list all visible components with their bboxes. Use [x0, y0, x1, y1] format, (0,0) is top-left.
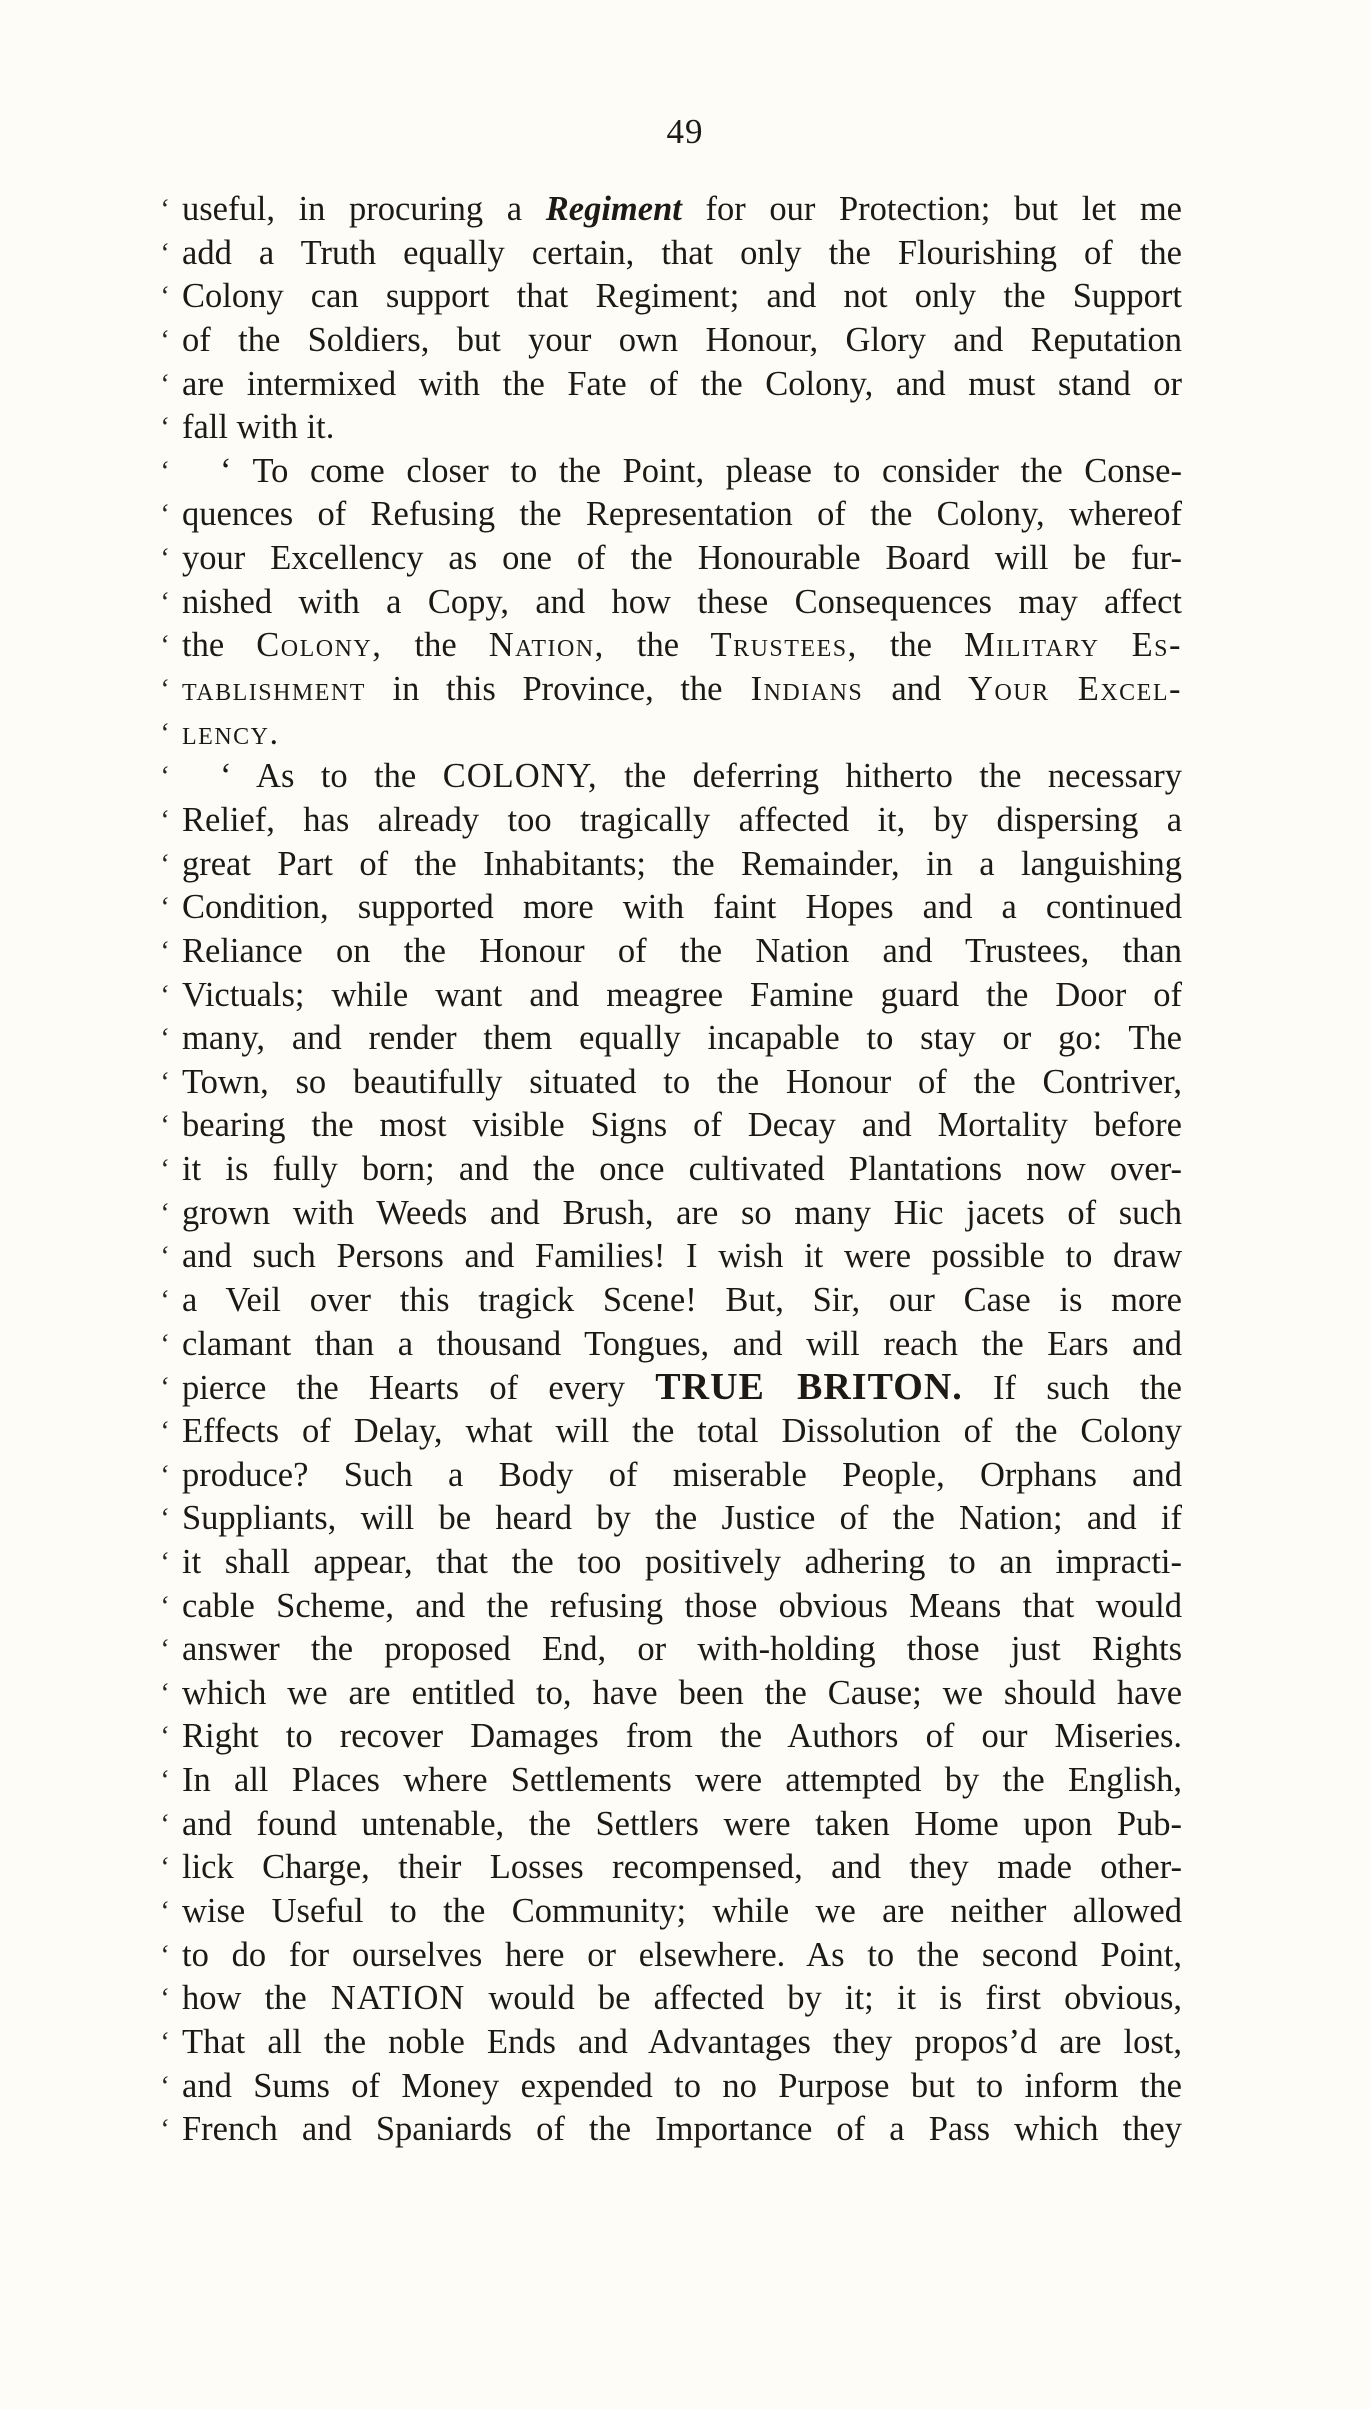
text-run: Support [1072, 277, 1182, 316]
margin-quote-mark: ‘ [159, 1197, 169, 1229]
text-run: and will reach the [709, 1324, 1048, 1363]
margin-quote-mark: ‘ [159, 1285, 169, 1317]
margin-quote-mark: ‘ [159, 281, 169, 313]
line-text [182, 450, 1182, 494]
text-line [159, 319, 1182, 363]
text-run: and Sums of Money expended to no Purpose but to inform the [182, 2066, 1182, 2105]
text-line [159, 2021, 1182, 2065]
text-run: the [182, 626, 225, 665]
margin-quote-mark: ‘ [159, 935, 169, 967]
text-run: affected it, by dispersing a [710, 800, 1182, 839]
line-text [182, 1803, 1182, 1847]
text-run: Fate of the Colony, [567, 364, 874, 403]
text-run: or [1130, 364, 1182, 403]
text-run: Trustees, [679, 626, 890, 665]
margin-quote-mark: ‘ [159, 2026, 169, 2058]
text-run: of every [459, 1369, 656, 1408]
text-run: That all the noble [182, 2022, 487, 2061]
text-run: and [891, 670, 942, 709]
line-text [182, 581, 1182, 625]
text-run: would be affected by [465, 1979, 845, 2018]
text-run: Effects of [182, 1411, 354, 1450]
text-line [159, 1192, 1182, 1236]
margin-quote-mark: ‘ [159, 2070, 169, 2102]
text-run: these Consequences [697, 582, 992, 621]
text-run: and [502, 975, 607, 1014]
text-run: Case [963, 1281, 1031, 1320]
text-run: thousand Tongues, [436, 1324, 710, 1363]
text-run: which we are [182, 1673, 412, 1712]
text-run: are [182, 364, 247, 403]
text-run: add a Truth equally certain, that only the Flourishing of the [182, 233, 1182, 272]
margin-quote-mark: ‘ [159, 586, 169, 618]
text-run: Condition, supported more with [182, 888, 714, 927]
text-run: Victuals; [182, 975, 305, 1014]
text-run: is more [1030, 1281, 1182, 1320]
text-run: intermixed [246, 364, 397, 403]
text-run: Your Excel- [941, 670, 1182, 709]
line-text [182, 493, 1182, 537]
line-text [182, 275, 1182, 319]
text-run: and if [1062, 1499, 1182, 1538]
margin-quote-mark: ‘ [159, 848, 169, 880]
margin-quote-mark: ‘ [159, 2114, 169, 2146]
margin-quote-mark: ‘ [159, 368, 169, 400]
text-run: Relief, has already [182, 800, 508, 839]
line-text [182, 1454, 1182, 1498]
text-run: Suppliants, will be heard by the [182, 1499, 722, 1538]
text-run: the [414, 626, 457, 665]
text-run: guard the Door of [853, 975, 1182, 1014]
text-run: the [889, 626, 932, 665]
page-number: 49 [666, 112, 704, 151]
text-line [159, 712, 1182, 756]
text-run: and [555, 2022, 649, 2061]
text-run: Hearts [369, 1369, 460, 1408]
margin-quote-mark: ‘ [159, 1983, 169, 2015]
text-line [159, 1541, 1182, 1585]
text-run: too tragically [507, 800, 711, 839]
text-line [159, 275, 1182, 319]
text-run: of the Soldiers, but your own [182, 320, 706, 359]
text-run: lick Charge, their Losses recompensed, and they made other- [182, 1848, 1182, 1887]
text-run: and [1108, 1324, 1182, 1363]
text-run: your Excellency as one of the Honourable Board will be fur- [182, 539, 1182, 578]
line-text [182, 1410, 1182, 1454]
text-run: ‘ To come closer to the Point, please to consider the [220, 451, 1085, 490]
text-run: tablishment [182, 670, 366, 709]
text-run: Honour, Glory [705, 320, 927, 359]
text-run: and [926, 320, 1031, 359]
text-run: before [1067, 1106, 1182, 1145]
text-line [159, 1672, 1182, 1716]
text-run: positively adhering to an impracti- [621, 1542, 1182, 1581]
margin-quote-mark: ‘ [159, 1459, 169, 1491]
text-line [159, 1454, 1182, 1498]
text-run: for our Protection; but let me [681, 190, 1182, 228]
text-run: and not only the [739, 277, 1073, 316]
text-run: many, and render them equally incapable to stay or go: The [182, 1019, 1182, 1058]
text-line [159, 1846, 1182, 1890]
margin-quote-mark: ‘ [159, 1721, 169, 1753]
line-text [182, 1541, 1182, 1585]
text-line [159, 2065, 1182, 2109]
margin-quote-mark: ‘ [159, 1895, 169, 1927]
text-run: entitled [411, 1673, 516, 1712]
text-line [159, 1323, 1182, 1367]
line-text [182, 668, 1182, 712]
margin-quote-mark: ‘ [159, 412, 169, 444]
text-run: and a [893, 888, 1046, 927]
text-run: and the once cultivated Plantations now over- [434, 1150, 1182, 1189]
text-run: Ends [486, 2022, 556, 2061]
margin-quote-mark: ‘ [159, 1546, 169, 1578]
text-run: they propos’d are lost, [810, 2022, 1182, 2061]
line-text [182, 2021, 1182, 2065]
text-line [159, 1061, 1182, 1105]
line-text [182, 1934, 1182, 1978]
margin-quote-mark: ‘ [159, 1808, 169, 1840]
text-run: Point, [1077, 1935, 1182, 1974]
text-run: our [860, 1281, 964, 1320]
line-text [182, 319, 1182, 363]
text-run: it; [844, 1979, 874, 2018]
line-text [182, 1890, 1182, 1934]
text-run: continued [1045, 888, 1182, 927]
line-text [182, 1323, 1182, 1367]
text-run: answer the proposed End, or with-holding those just Rights [182, 1630, 1182, 1669]
margin-quote-mark: ‘ [159, 543, 169, 575]
text-run: Conse- [1084, 451, 1182, 490]
text-line [159, 799, 1182, 843]
text-run: the [264, 1979, 307, 2018]
text-line [159, 1715, 1182, 1759]
text-run: too [577, 1542, 622, 1581]
body-text [159, 188, 1182, 2152]
text-run: it. [306, 408, 335, 447]
text-run: the [636, 626, 680, 665]
text-run: Spaniards [375, 2110, 512, 2149]
line-text [182, 624, 1182, 668]
margin-quote-mark: ‘ [159, 674, 169, 706]
text-run: and found untenable, the Settlers were taken Home upon Pub- [182, 1804, 1182, 1843]
text-run: may affect [991, 582, 1182, 621]
text-run: Scene! But, [574, 1281, 813, 1320]
text-run: useful, in procuring a [182, 190, 546, 228]
text-line [159, 755, 1182, 799]
text-run: Decay [747, 1106, 836, 1145]
text-run: produce? Such a Body of miserable People, Orphans and [182, 1455, 1182, 1494]
margin-quote-mark: ‘ [159, 1372, 169, 1404]
text-run: of Refusing the [293, 495, 586, 534]
margin-quote-mark: ‘ [159, 1415, 169, 1447]
text-run: bearing the most visible Signs of [182, 1106, 748, 1145]
text-run: fully born; [272, 1150, 435, 1189]
margin-quote-mark: ‘ [159, 892, 169, 924]
text-run: fall [182, 408, 228, 447]
margin-quote-mark: ‘ [159, 761, 169, 793]
text-run: it is [182, 1150, 273, 1189]
text-run: English, [1067, 1761, 1182, 1800]
text-run: TRUE BRITON. [655, 1366, 963, 1409]
text-line [159, 930, 1182, 974]
text-run: Military Es- [931, 626, 1182, 665]
text-run: how [182, 1979, 265, 2018]
line-text [182, 188, 1182, 232]
margin-quote-mark: ‘ [159, 194, 169, 225]
text-run: wise Useful to the Community; while we are neither allowed [182, 1891, 1182, 1930]
text-run: Colony, [224, 626, 415, 665]
margin-quote-mark: ‘ [159, 1677, 169, 1709]
margin-quote-mark: ‘ [159, 1110, 169, 1142]
margin-quote-mark: ‘ [159, 1634, 169, 1666]
text-run: a Veil over this [182, 1281, 479, 1320]
text-run: Mortality [937, 1106, 1068, 1145]
text-run: If such the [962, 1369, 1182, 1408]
line-text [182, 1585, 1182, 1629]
text-run: stand [1057, 364, 1131, 403]
text-run: in this Province, [365, 670, 681, 709]
line-text [182, 712, 1182, 756]
text-line [159, 1017, 1182, 1061]
margin-quote-mark: ‘ [159, 630, 169, 662]
text-run: great Part of the Inhabitants; the Remainder, in a languishing [182, 844, 1182, 883]
margin-quote-mark: ‘ [159, 979, 169, 1011]
margin-quote-mark: ‘ [159, 324, 169, 356]
line-text [182, 1366, 1182, 1411]
text-run: Nation, [456, 626, 637, 665]
margin-quote-mark: ‘ [159, 1241, 169, 1273]
line-text [182, 1235, 1182, 1279]
text-line [159, 886, 1182, 930]
text-run: Justice of the Nation; [721, 1499, 1063, 1538]
text-run: the [680, 670, 723, 709]
text-line [159, 188, 1182, 232]
margin-quote-mark: ‘ [159, 1852, 169, 1884]
text-run: Reliance [182, 931, 303, 970]
text-run: nished with a Copy, and how [182, 582, 698, 621]
text-run: French [182, 2110, 278, 2149]
text-run: to, have been the Cause; we should have [515, 1673, 1182, 1712]
line-text [182, 2108, 1182, 2152]
line-text [182, 2065, 1182, 2109]
margin-quote-mark: ‘ [159, 1328, 169, 1360]
text-run: Ears [1047, 1324, 1109, 1363]
text-run: it shall appear, that the [182, 1542, 578, 1581]
line-text [182, 930, 1182, 974]
text-run: hitherto [845, 757, 953, 796]
text-line [159, 974, 1182, 1018]
text-run: it is first obvious, [873, 1979, 1182, 2018]
text-line [159, 537, 1182, 581]
text-line [159, 1279, 1182, 1323]
text-run: Regiment [545, 190, 682, 228]
margin-quote-mark: ‘ [159, 237, 169, 269]
margin-quote-mark: ‘ [159, 1765, 169, 1797]
text-line [159, 1759, 1182, 1803]
text-run: and [835, 1106, 938, 1145]
text-run: second [981, 1935, 1078, 1974]
line-text [182, 1148, 1182, 1192]
text-run: Indians [722, 670, 892, 709]
margin-quote-mark: ‘ [159, 1503, 169, 1535]
text-line [159, 581, 1182, 625]
line-text [182, 886, 1182, 930]
text-line [159, 406, 1182, 450]
text-line [159, 1803, 1182, 1847]
text-line [159, 1934, 1182, 1978]
text-run: than a [291, 1324, 437, 1363]
line-text [182, 406, 1182, 450]
text-line [159, 232, 1182, 276]
text-run: faint Hopes [713, 888, 894, 927]
text-run: on the Honour of the Nation and Trustees, than [302, 931, 1182, 970]
line-text [182, 974, 1182, 1018]
text-run: lency. [182, 713, 280, 752]
text-run: tragick [478, 1281, 575, 1320]
text-run: the deferring [597, 757, 846, 796]
text-line [159, 1585, 1182, 1629]
line-text [182, 1061, 1182, 1105]
text-line [159, 1366, 1182, 1410]
text-run: want [435, 975, 503, 1014]
line-text [182, 363, 1182, 407]
text-line [159, 1148, 1182, 1192]
text-line [159, 2108, 1182, 2152]
text-run: and must [873, 364, 1058, 403]
text-line [159, 624, 1182, 668]
text-run: pierce the [182, 1369, 369, 1408]
text-run: Sir, [812, 1281, 861, 1320]
text-run: grown with Weeds and Brush, are so many [182, 1193, 894, 1232]
margin-quote-mark: ‘ [159, 1939, 169, 1971]
text-run: while [304, 975, 436, 1014]
text-run: Hic jacets [893, 1193, 1045, 1232]
text-run: that Regiment; [516, 277, 740, 316]
line-text [182, 232, 1182, 276]
text-run: Delay, [353, 1411, 443, 1450]
line-text [182, 1628, 1182, 1672]
text-run: Reputation [1030, 320, 1182, 359]
text-run: COLONY, [442, 757, 598, 796]
text-line [159, 363, 1182, 407]
text-run: clamant [182, 1324, 292, 1363]
line-text [182, 1759, 1182, 1803]
line-text [182, 843, 1182, 887]
margin-quote-mark: ‘ [159, 1066, 169, 1098]
text-line [159, 1977, 1182, 2021]
text-line [159, 1235, 1182, 1279]
text-run: total Dissolution [697, 1411, 941, 1450]
text-run: NATION [306, 1979, 466, 2018]
text-line [159, 668, 1182, 712]
text-run: and [277, 2110, 376, 2149]
margin-quote-mark: ‘ [159, 717, 169, 749]
line-text [182, 1977, 1182, 2021]
text-line [159, 450, 1182, 494]
line-text [182, 1846, 1182, 1890]
text-run: to do for ourselves here or elsewhere. As to the [182, 1935, 982, 1974]
text-run: the necessary [952, 757, 1182, 796]
text-run: of the Importance of a Pass which they [511, 2110, 1182, 2149]
margin-quote-mark: ‘ [159, 499, 169, 531]
text-run: cable Scheme, and the refusing those obvious Means that would [182, 1586, 1182, 1625]
line-text [182, 1192, 1182, 1236]
text-run: with [227, 408, 307, 447]
line-text [182, 537, 1182, 581]
text-run: quences [182, 495, 294, 534]
text-line [159, 843, 1182, 887]
text-run: of the Colony [940, 1411, 1182, 1450]
line-text [182, 755, 1182, 799]
margin-quote-mark: ‘ [159, 1590, 169, 1622]
text-line [159, 1104, 1182, 1148]
margin-quote-mark: ‘ [159, 1154, 169, 1186]
text-line [159, 1628, 1182, 1672]
margin-quote-mark: ‘ [159, 455, 169, 487]
text-run: ‘ As to the [220, 757, 443, 796]
text-run: Town, so beautifully situated to the Honour of the Contriver, [182, 1062, 1182, 1101]
text-line [159, 1497, 1182, 1541]
line-text [182, 1104, 1182, 1148]
text-run: of such [1044, 1193, 1182, 1232]
text-run: with the [396, 364, 568, 403]
text-line [159, 1410, 1182, 1454]
line-text [182, 799, 1182, 843]
text-run: Advantages [648, 2022, 811, 2061]
margin-quote-mark: ‘ [159, 1023, 169, 1055]
line-text [182, 1715, 1182, 1759]
text-run: and such Persons and Families! I wish it were possible to draw [182, 1237, 1182, 1276]
line-text [182, 1279, 1182, 1323]
text-run: what will the [442, 1411, 698, 1450]
text-run: meagree Famine [606, 975, 854, 1014]
text-line [159, 1890, 1182, 1934]
line-text [182, 1497, 1182, 1541]
margin-quote-mark: ‘ [159, 804, 169, 836]
text-run: In all Places where Settlements were attempted by the [182, 1761, 1068, 1800]
line-text [182, 1017, 1182, 1061]
line-text [182, 1672, 1182, 1716]
text-run: Colony can support [182, 277, 517, 316]
text-line [159, 493, 1182, 537]
text-run: of the Colony, whereof [792, 495, 1182, 534]
text-run: Right to recover Damages from the Authors of our Miseries. [182, 1717, 1182, 1756]
text-run: Representation [585, 495, 793, 534]
